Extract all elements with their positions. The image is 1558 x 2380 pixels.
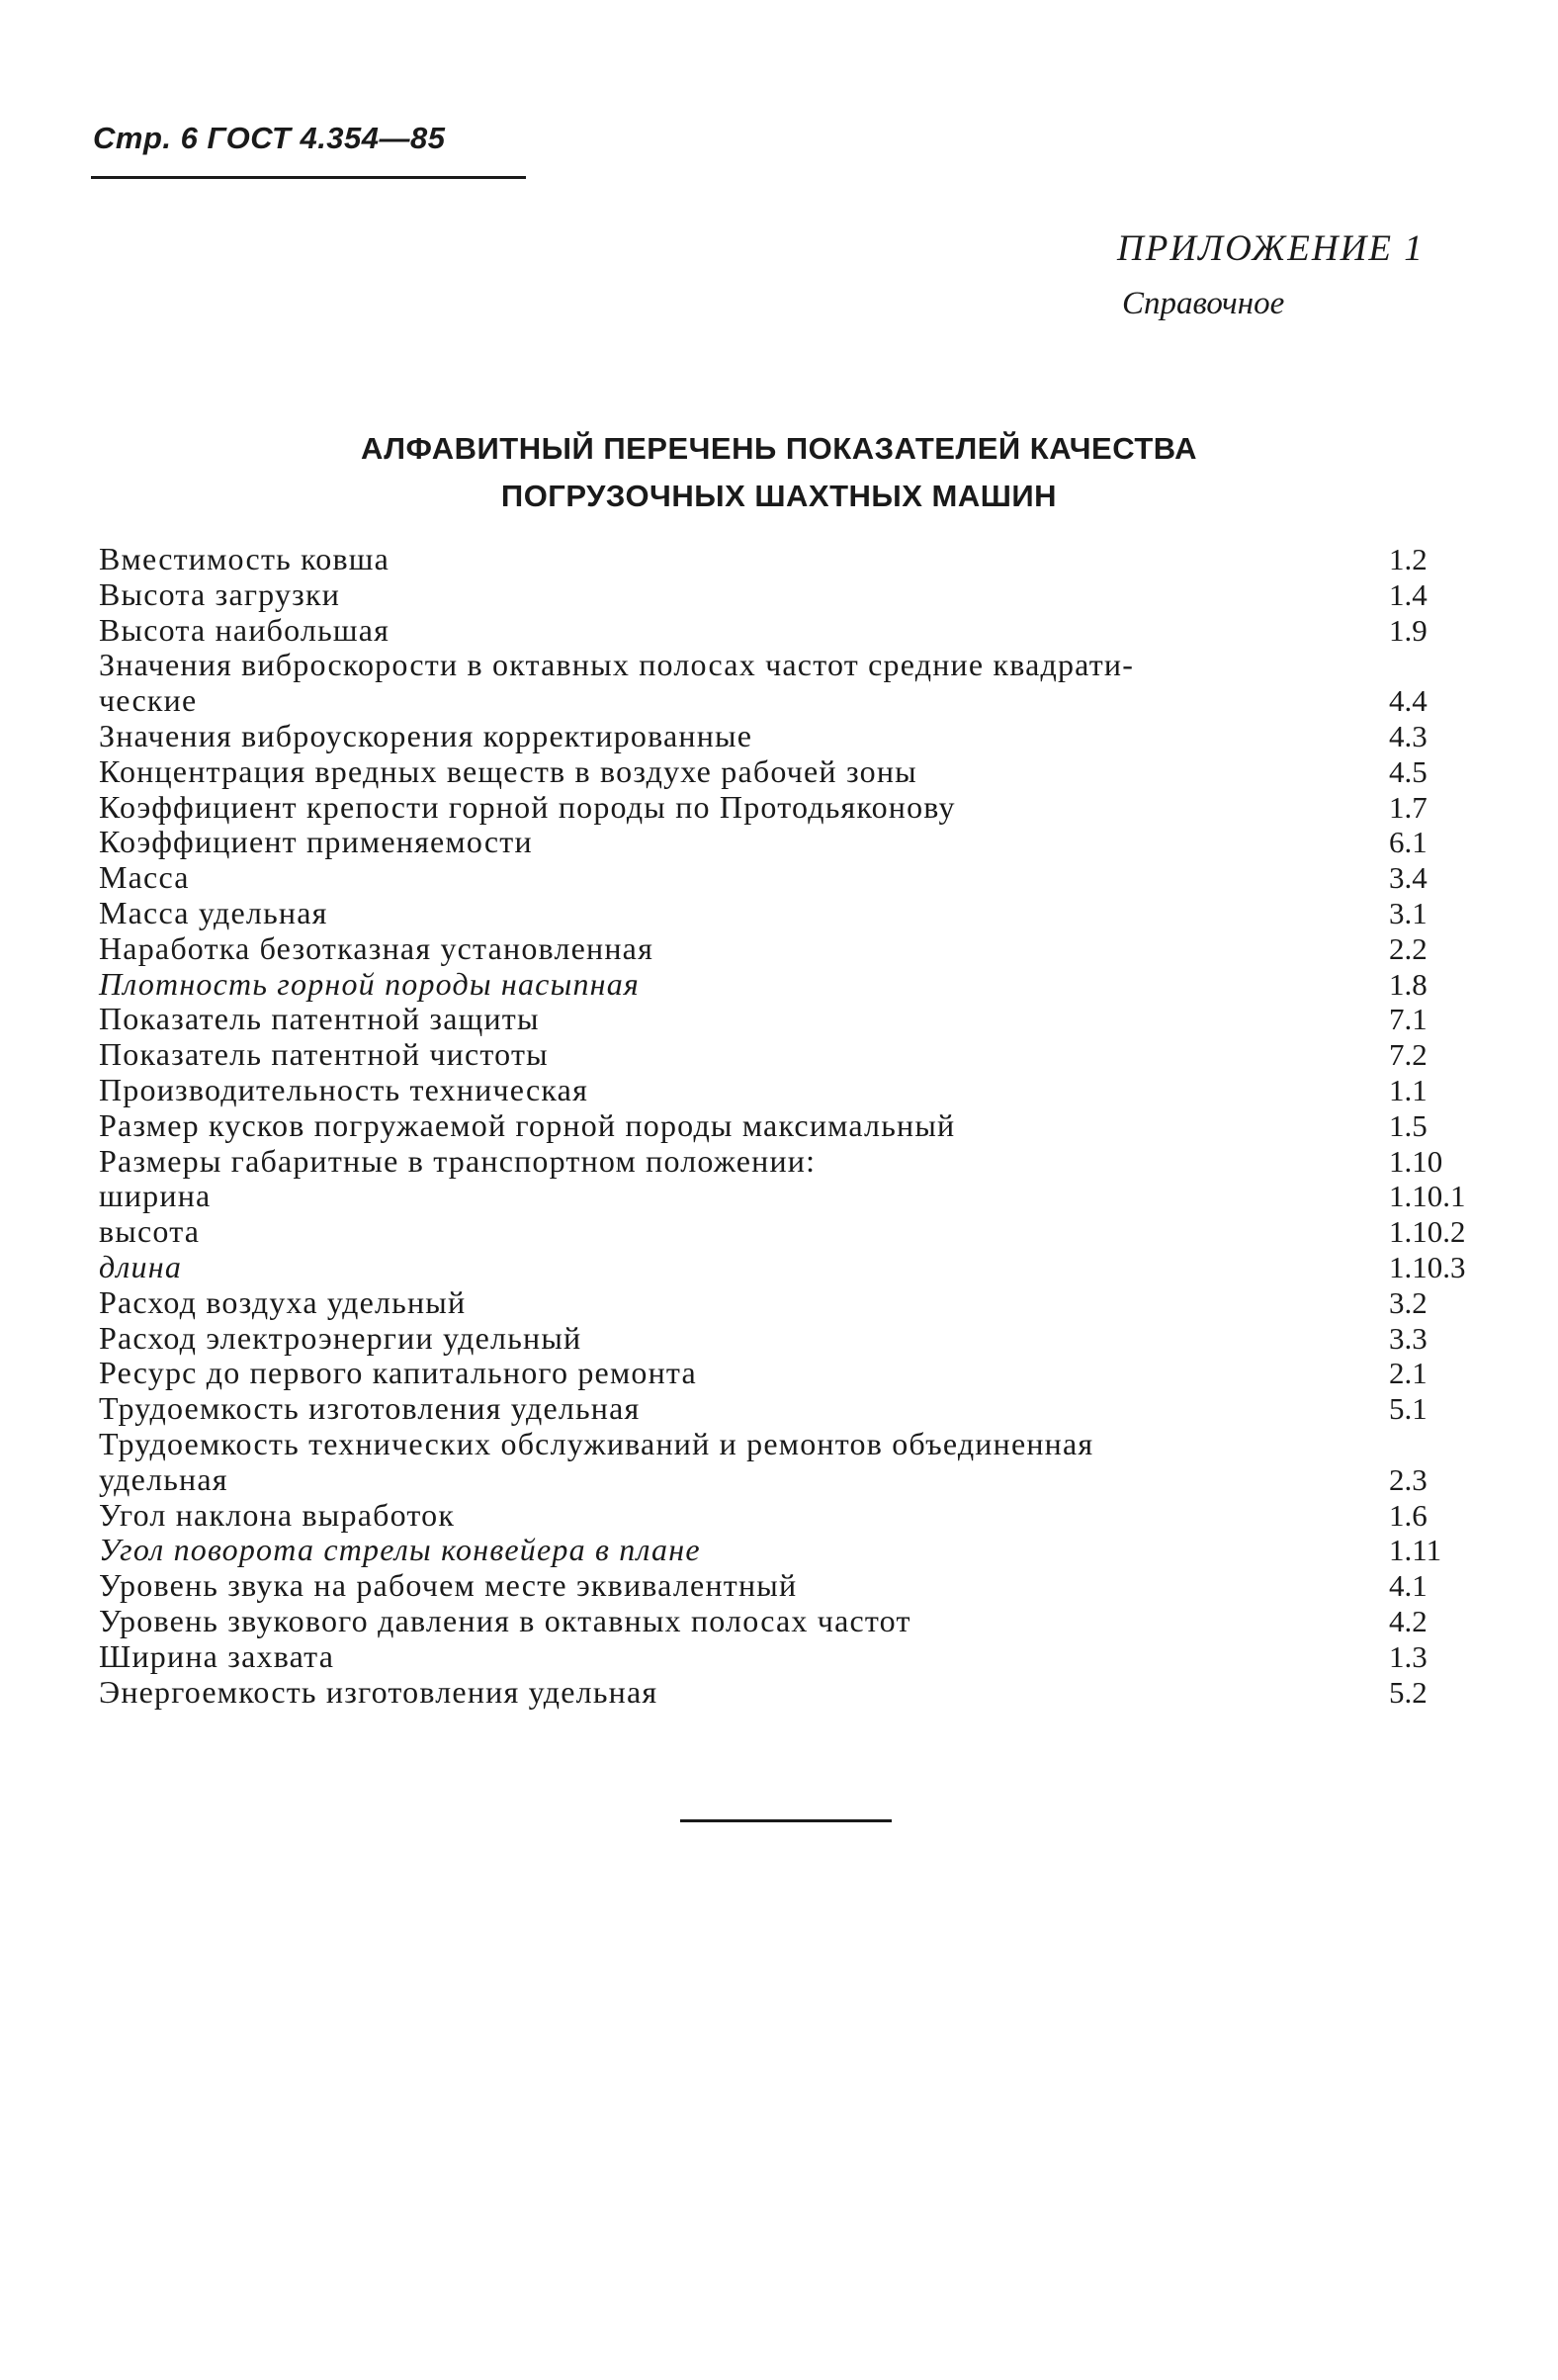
index-entry (99, 1071, 1428, 1108)
index-entry (99, 1390, 1428, 1427)
index-entry (99, 1673, 1428, 1711)
index-term-line: Коэффициент применяемости (99, 824, 533, 860)
index-term-line: Вместимость ковша (99, 541, 390, 576)
index-ref-number: 3.1 (1389, 895, 1428, 930)
index-entry (99, 824, 1428, 860)
index-term (99, 1568, 1265, 1604)
index-ref-number: 3.2 (1389, 1284, 1428, 1320)
footer-rule (680, 1819, 892, 1822)
index-term (99, 542, 1265, 577)
index-ref-number: 5.1 (1389, 1391, 1428, 1427)
index-ref-number: 1.10.1 (1389, 1179, 1466, 1214)
index-term-line: удельная (99, 1460, 228, 1497)
index-term-line: Наработка безотказная установленная (99, 929, 653, 966)
index-entry (99, 1178, 1466, 1214)
index-term-line: Уровень звукового давления в октавных полосах частот (99, 1602, 911, 1638)
index-term-line: Энергоемкость изготовления удельная (99, 1673, 658, 1710)
index-term (99, 754, 1265, 790)
index-entry (99, 1283, 1428, 1321)
index-term (99, 577, 1265, 613)
index-term (99, 1144, 1265, 1180)
index-entry (99, 1496, 1428, 1534)
document-title-line-2: ПОГРУЗОЧНЫХ ШАХТНЫХ МАШИН (500, 479, 1058, 513)
index-term (99, 613, 1265, 649)
index-entry (99, 1602, 1428, 1639)
index-term (99, 1498, 1265, 1534)
index-ref-number: 4.5 (1389, 753, 1428, 789)
index-ref-number: 1.10 (1389, 1143, 1443, 1179)
index-term-line: Значения виброускорения корректированные (99, 717, 753, 753)
index-ref-number: 1.3 (1389, 1638, 1428, 1674)
index-term-line: Расход электроэнергии удельный (99, 1319, 582, 1356)
index-term (99, 825, 1265, 860)
index-ref-number: 6.1 (1389, 825, 1428, 860)
index-ref-number: 7.1 (1389, 1002, 1428, 1037)
page-header: Стр. 6 ГОСТ 4.354—85 (93, 121, 446, 155)
index-entry (99, 1532, 1442, 1568)
index-term-line: Показатель патентной защиты (99, 1001, 540, 1037)
index-term-line: высота (99, 1213, 201, 1250)
index-entry (99, 1248, 1466, 1285)
index-term (99, 1427, 1265, 1498)
index-term-line: Ресурс до первого капитального ремонта (99, 1355, 697, 1391)
index-ref-number: 5.2 (1389, 1674, 1428, 1710)
index-entry (99, 575, 1428, 613)
index-entry (99, 1213, 1466, 1250)
index-term (99, 648, 1265, 719)
index-term-line: Уровень звука на рабочем месте эквивалентный (99, 1567, 798, 1604)
index-entry (99, 541, 1428, 577)
index-term (99, 1321, 1265, 1357)
index-term-line: Плотность горной породы насыпная (99, 965, 641, 1002)
index-entry (99, 1106, 1428, 1144)
index-term-line: Концентрация вредных веществ в воздухе рабочей зоны (99, 752, 917, 789)
index-term (99, 896, 1265, 931)
index-term (99, 860, 1265, 896)
index-ref-number: 1.6 (1389, 1497, 1428, 1533)
index-ref-number: 2.3 (1389, 1461, 1428, 1497)
index-entry (99, 1355, 1428, 1391)
index-ref-number: 1.7 (1389, 789, 1428, 825)
index-term-line: ширина (99, 1178, 212, 1214)
index-entry (99, 1001, 1428, 1037)
index-term (99, 1533, 1265, 1568)
index-entry (99, 859, 1428, 896)
index-term-line: Высота загрузки (99, 575, 341, 612)
index-ref-number: 1.2 (1389, 542, 1428, 576)
index-entry (99, 1036, 1428, 1073)
index-entry (99, 647, 1428, 719)
index-term (99, 1037, 1265, 1073)
appendix-title: ПРИЛОЖЕНИЕ 1 (1117, 228, 1425, 269)
index-ref-number: 1.10.2 (1389, 1214, 1466, 1250)
index-ref-number: 2.1 (1389, 1356, 1428, 1391)
index-ref-number: 4.4 (1389, 683, 1428, 719)
index-list (99, 541, 1466, 1710)
index-term-line: Масса удельная (99, 894, 328, 930)
appendix-subtitle: Справочное (1122, 286, 1285, 321)
index-term-line: Размер кусков погружаемой горной породы максимальный (99, 1106, 956, 1143)
index-term-line: Угол поворота стрелы конвейера в плане (99, 1532, 701, 1568)
document-title (0, 425, 1558, 520)
index-term (99, 1250, 1265, 1285)
index-ref-number: 1.11 (1389, 1533, 1442, 1568)
index-term-line: Производительность техническая (99, 1071, 588, 1107)
index-ref-number: 3.4 (1389, 860, 1428, 896)
index-term-line: длина (99, 1248, 183, 1284)
index-term (99, 1179, 1265, 1214)
index-term-line: Угол наклона выработок (99, 1496, 456, 1533)
index-term (99, 1108, 1265, 1144)
index-ref-number: 1.10.3 (1389, 1249, 1466, 1284)
index-entry (99, 965, 1428, 1003)
index-term-line: Расход воздуха удельный (99, 1283, 467, 1320)
index-term-line: Высота наибольшая (99, 611, 390, 648)
index-term (99, 1073, 1265, 1108)
document-title-line-1: АЛФАВИТНЫЙ ПЕРЕЧЕНЬ ПОКАЗАТЕЛЕЙ КАЧЕСТВА (361, 431, 1197, 466)
index-ref-number: 3.3 (1389, 1320, 1428, 1356)
index-entry (99, 611, 1428, 649)
index-term (99, 1675, 1265, 1711)
index-entry (99, 1567, 1428, 1604)
index-term (99, 1639, 1265, 1675)
index-term (99, 719, 1265, 754)
index-entry (99, 894, 1428, 931)
index-term-line: Трудоемкость технических обслуживаний и ремонтов объединенная (99, 1425, 1094, 1461)
index-term (99, 1002, 1265, 1037)
index-term (99, 790, 1265, 826)
index-ref-number: 1.9 (1389, 612, 1428, 648)
index-term (99, 1356, 1265, 1391)
index-ref-number: 1.4 (1389, 576, 1428, 612)
index-entry (99, 717, 1428, 754)
index-term-line: Трудоемкость изготовления удельная (99, 1390, 641, 1427)
index-ref-number: 4.1 (1389, 1568, 1428, 1604)
index-term (99, 1604, 1265, 1639)
index-ref-number: 4.2 (1389, 1603, 1428, 1638)
index-term (99, 931, 1265, 967)
index-ref-number: 4.3 (1389, 718, 1428, 753)
index-ref-number: 7.2 (1389, 1037, 1428, 1073)
index-term-line: Масса (99, 859, 190, 896)
index-entry (99, 752, 1428, 790)
index-entry (99, 1425, 1428, 1498)
index-term-line: Размеры габаритные в транспортном положении: (99, 1142, 817, 1179)
index-term-line: Коэффициент крепости горной породы по Протодьяконову (99, 788, 956, 825)
index-entry (99, 1142, 1443, 1180)
index-term (99, 1214, 1265, 1250)
index-ref-number: 1.1 (1389, 1072, 1428, 1107)
index-entry (99, 1637, 1428, 1675)
index-term-line: Ширина захвата (99, 1637, 335, 1674)
index-term-line: Значения виброскорости в октавных полосах частот средние квадрати- (99, 647, 1135, 683)
index-ref-number: 1.5 (1389, 1107, 1428, 1143)
index-ref-number: 1.8 (1389, 966, 1428, 1002)
index-ref-number: 2.2 (1389, 930, 1428, 966)
header-rule (91, 176, 526, 179)
index-term (99, 967, 1265, 1003)
index-term-line: Показатель патентной чистоты (99, 1036, 549, 1073)
index-term (99, 1391, 1265, 1427)
index-term-line: ческие (99, 682, 198, 719)
index-term (99, 1285, 1265, 1321)
index-entry (99, 788, 1428, 826)
index-entry (99, 1319, 1428, 1357)
index-entry (99, 929, 1428, 967)
